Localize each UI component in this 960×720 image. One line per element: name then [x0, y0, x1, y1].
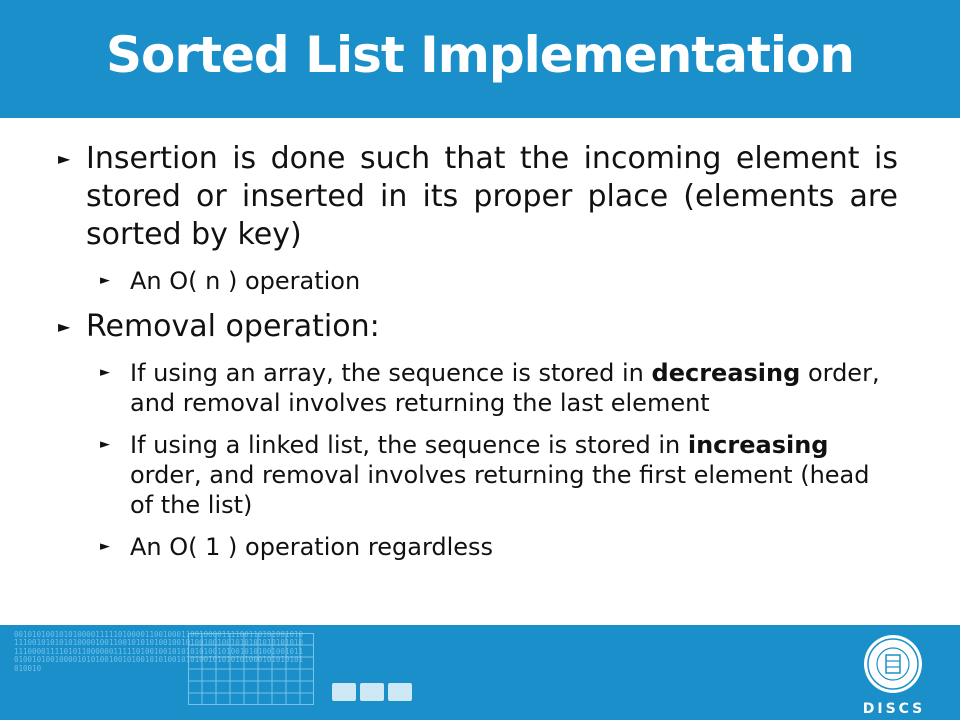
brand-label: DISCS: [862, 701, 926, 717]
title-bar: [0, 0, 960, 118]
sub-bullet-text-a: If using an array, the sequence is stored in: [130, 359, 652, 387]
bullet-removal: [56, 308, 898, 346]
bullet-text: Insertion is done such that the incoming element is stored or inserted in its proper place (elements are sorted by key): [86, 141, 898, 252]
binary-pattern: 0010101001010100001111101000011001000110010000111100110101001010111001010101010000100110010101010010010100100100101010101010101011100001111010110000001111101001001010101010010100101010010010110100101001000010101001001010010101001010100101010101000101010101010010: [14, 631, 303, 673]
slide-title: Sorted List Implementation: [106, 26, 854, 84]
sub-bullet-text: An O( n ) operation: [130, 267, 361, 295]
sub-bullet-text: An O( 1 ) operation regardless: [130, 533, 494, 561]
sub-bullet-insertion-complexity: [56, 266, 898, 296]
bullet-text: Removal operation:: [86, 309, 380, 344]
sub-bullet-removal-complexity: [56, 532, 898, 562]
sub-bullet-arrow-icon: ►: [100, 273, 110, 288]
sub-bullet-linked-list: [56, 430, 898, 520]
sub-bullet-text-a: If using a linked list, the sequence is stored in: [130, 431, 688, 459]
grid-graphic: [188, 633, 314, 705]
slide-body: [56, 140, 898, 574]
sub-bullet-arrow-icon: ►: [100, 539, 110, 554]
sub-bullet-arrow-icon: ►: [100, 365, 110, 380]
sub-bullet-text-b: order, and removal involves returning the last element: [130, 359, 880, 417]
folder-icon: [388, 683, 412, 701]
bullet-arrow-icon: ►: [58, 317, 71, 336]
folder-icon: [360, 683, 384, 701]
sub-bullet-array: [56, 358, 898, 418]
keyword-decreasing: decreasing: [651, 359, 801, 387]
bullet-insertion: [56, 140, 898, 254]
university-seal-icon: [862, 633, 924, 695]
folder-icon: [332, 683, 356, 701]
sub-bullet-text-b: order, and removal involves returning the first element (head of the list): [130, 461, 870, 519]
bullet-arrow-icon: ►: [58, 149, 71, 168]
sub-bullet-arrow-icon: ►: [100, 437, 110, 452]
keyword-increasing: increasing: [687, 431, 829, 459]
footer-banner: [0, 625, 960, 720]
